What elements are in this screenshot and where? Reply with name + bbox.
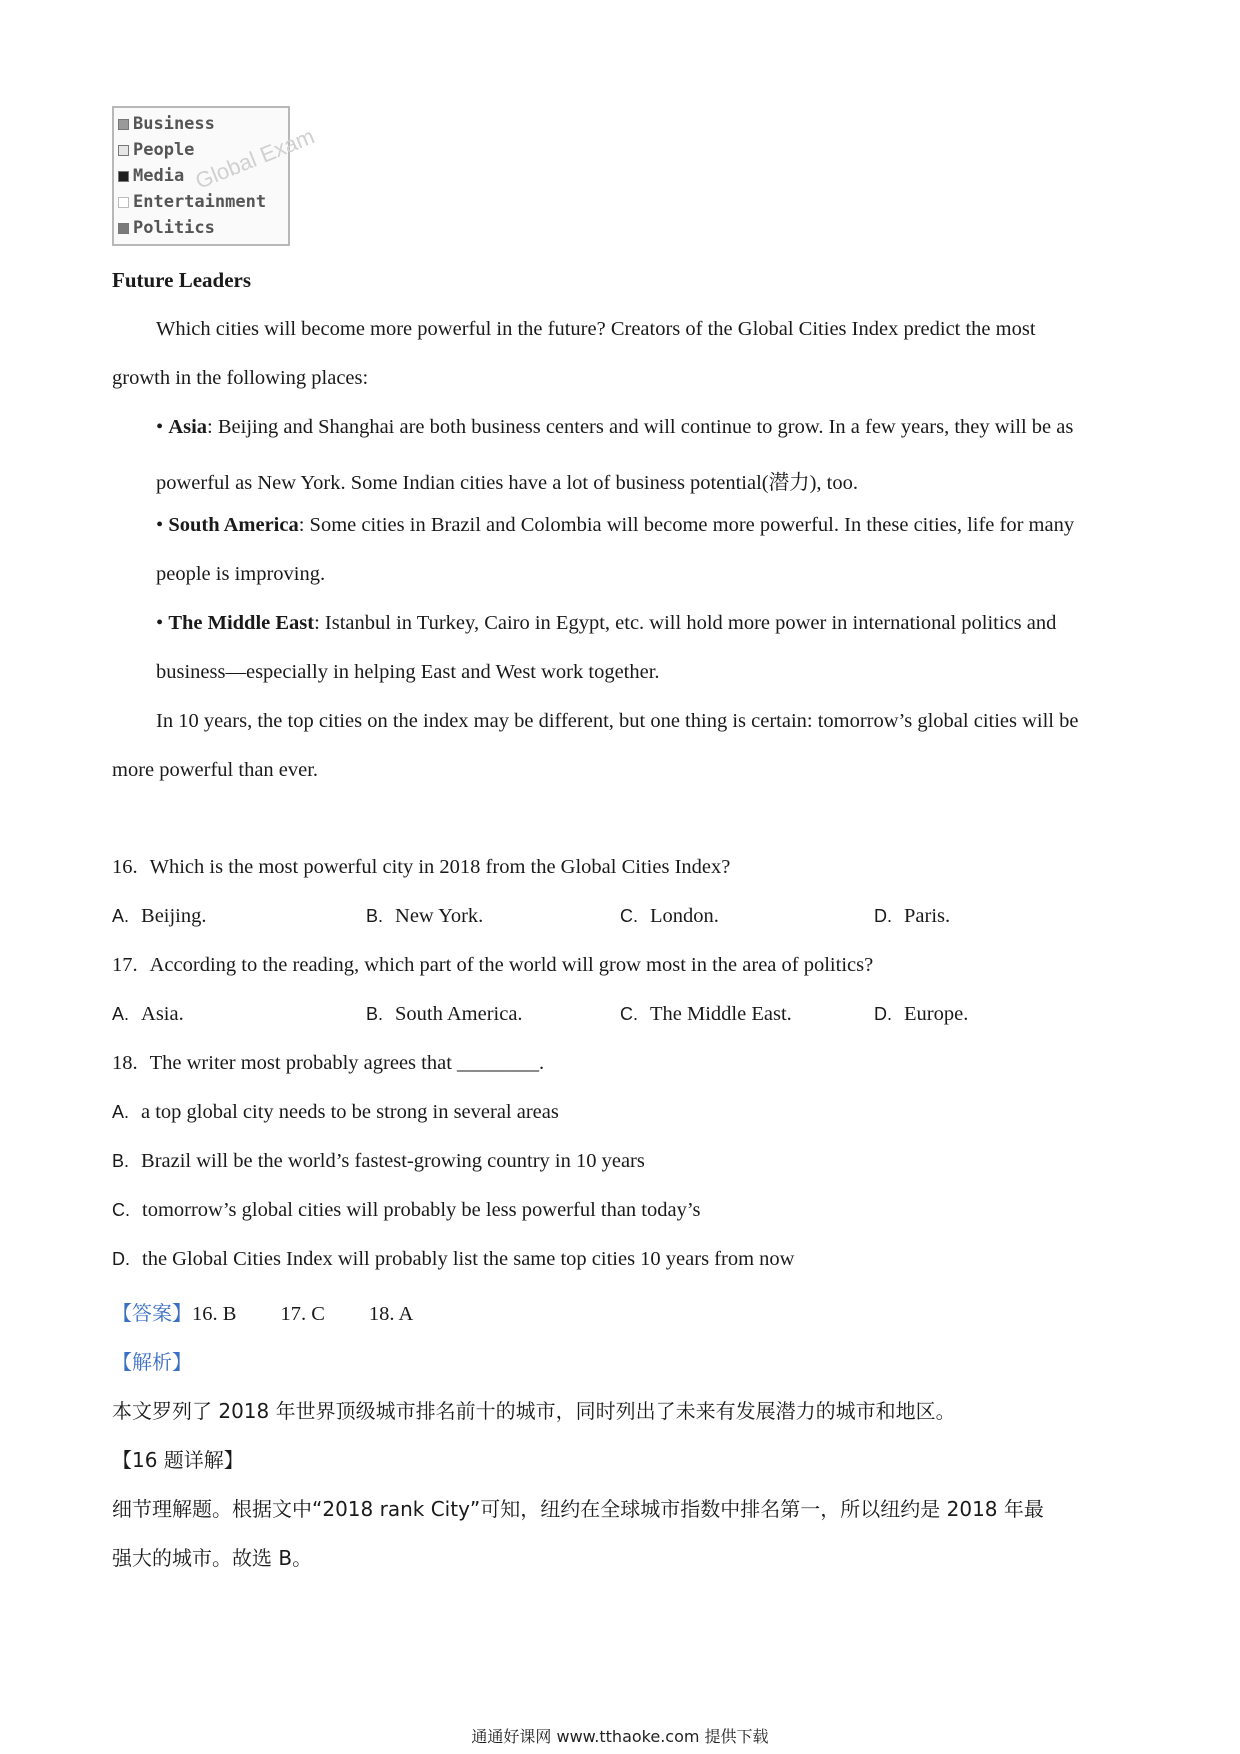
answer-item: 17. C xyxy=(280,1303,325,1325)
page-footer: 通通好课网 www.tthaoke.com 提供下载 xyxy=(471,1727,769,1746)
option-text: South America. xyxy=(395,1003,523,1025)
option-text: the Global Cities Index will probably list the same top cities 10 years from now xyxy=(142,1248,795,1270)
option-text: Asia. xyxy=(141,1003,184,1025)
bullet-text-cont: business—especially in helping East and West work together. xyxy=(156,661,660,683)
answer-item: 16. B xyxy=(192,1303,237,1325)
bullet-text: : Some cities in Brazil and Colombia will become more powerful. In these cities, life for many xyxy=(298,514,1075,536)
question-text: The writer most probably agrees that ________. xyxy=(149,1052,545,1074)
legend-item-politics xyxy=(118,218,215,238)
option-16-c[interactable] xyxy=(620,905,719,928)
answer-item: 18. A xyxy=(368,1303,414,1325)
option-letter: B. xyxy=(112,1151,130,1171)
option-text: Europe. xyxy=(904,1003,969,1025)
option-letter: C. xyxy=(620,906,638,926)
legend-label: Politics xyxy=(133,218,215,238)
bullet-south-america xyxy=(156,514,1074,537)
analysis-summary: 本文罗列了 2018 年世界顶级城市排名前十的城市，同时列出了未来有发展潜力的城市和地区。 xyxy=(112,1399,956,1423)
option-18-d[interactable] xyxy=(112,1248,794,1271)
legend-swatch xyxy=(118,197,129,208)
option-text: London. xyxy=(650,905,719,927)
option-18-c[interactable] xyxy=(112,1199,701,1222)
option-letter: D. xyxy=(112,1249,130,1269)
option-17-b[interactable] xyxy=(366,1003,523,1026)
option-letter: A. xyxy=(112,1102,130,1122)
legend-item-entertainment xyxy=(118,192,266,212)
watermark: Global Exam xyxy=(191,123,318,194)
closing-line: more powerful than ever. xyxy=(112,759,319,781)
legend-label: Business xyxy=(133,114,215,134)
legend-swatch xyxy=(118,223,129,234)
question-number: 17. xyxy=(112,954,138,976)
bullet-text-cont: powerful as New York. Some Indian cities have a lot of business potential(潜力), too. xyxy=(156,472,859,494)
bullet-title: South America xyxy=(168,514,299,536)
option-17-d[interactable] xyxy=(874,1003,968,1026)
bullet-dot: • xyxy=(156,416,169,438)
option-letter: C. xyxy=(620,1004,638,1024)
option-letter: A. xyxy=(112,1004,130,1024)
legend-label: People xyxy=(133,140,195,160)
closing-line: In 10 years, the top cities on the index may be different, but one thing is certain: tomorrow’s global cities will be xyxy=(156,710,1079,732)
option-text: Paris. xyxy=(904,905,951,927)
answer-tag: 【答案】 xyxy=(112,1301,192,1325)
option-text: New York. xyxy=(395,905,484,927)
legend-item-people xyxy=(118,140,194,160)
legend-swatch xyxy=(118,145,129,156)
option-16-d[interactable] xyxy=(874,905,950,928)
intro-line: growth in the following places: xyxy=(112,367,369,389)
detail-text: 细节理解题。根据文中“2018 rank City”可知，纽约在全球城市指数中排名第一，所以纽约是 2018 年最 xyxy=(112,1497,1044,1521)
question-17 xyxy=(112,954,873,977)
article-heading: Future Leaders xyxy=(112,268,252,292)
bullet-dot: • xyxy=(156,612,169,634)
bullet-title: The Middle East xyxy=(168,612,315,634)
option-17-a[interactable] xyxy=(112,1003,184,1026)
legend-item-media xyxy=(118,166,184,186)
question-18 xyxy=(112,1052,544,1075)
bullet-text: : Beijing and Shanghai are both business centers and will continue to grow. In a few years, they will be as xyxy=(207,416,1074,438)
legend-label: Entertainment xyxy=(133,192,267,212)
option-18-a[interactable] xyxy=(112,1101,559,1124)
question-number: 18. xyxy=(112,1052,138,1074)
option-letter: D. xyxy=(874,1004,892,1024)
option-letter: B. xyxy=(366,1004,384,1024)
option-text: a top global city needs to be strong in several areas xyxy=(141,1101,559,1123)
legend-label: Media xyxy=(133,166,185,186)
option-text: Beijing. xyxy=(141,905,207,927)
legend-swatch xyxy=(118,119,129,130)
bullet-asia xyxy=(156,416,1073,439)
option-letter: B. xyxy=(366,906,384,926)
bullet-middle-east xyxy=(156,612,1056,635)
analysis-tag: 【解析】 xyxy=(112,1350,192,1374)
bullet-title: Asia xyxy=(168,416,208,438)
question-number: 16. xyxy=(112,856,138,878)
bullet-text-cont: people is improving. xyxy=(156,563,326,585)
option-16-b[interactable] xyxy=(366,905,483,928)
detail-text: 强大的城市。故选 B。 xyxy=(112,1546,313,1570)
option-letter: A. xyxy=(112,906,130,926)
option-letter: C. xyxy=(112,1200,130,1220)
answer-line xyxy=(112,1297,413,1326)
option-17-c[interactable] xyxy=(620,1003,792,1026)
option-text: Brazil will be the world’s fastest-growing country in 10 years xyxy=(141,1150,645,1172)
detail-heading: 【16 题详解】 xyxy=(112,1448,244,1472)
chart-legend xyxy=(112,106,318,246)
intro-line: Which cities will become more powerful in the future? Creators of the Global Cities Index predict the most xyxy=(156,318,1036,340)
option-16-a[interactable] xyxy=(112,905,207,928)
option-text: The Middle East. xyxy=(650,1003,792,1025)
option-letter: D. xyxy=(874,906,892,926)
bullet-text: : Istanbul in Turkey, Cairo in Egypt, etc. will hold more power in international politics and xyxy=(314,612,1057,634)
option-18-b[interactable] xyxy=(112,1150,645,1173)
question-text: According to the reading, which part of the world will grow most in the area of politics? xyxy=(149,954,874,976)
question-16 xyxy=(112,856,730,879)
bullet-dot: • xyxy=(156,514,169,536)
question-text: Which is the most powerful city in 2018 from the Global Cities Index? xyxy=(149,856,731,878)
legend-swatch xyxy=(118,171,129,182)
option-text: tomorrow’s global cities will probably be less powerful than today’s xyxy=(142,1199,701,1221)
legend-item-business xyxy=(118,114,215,134)
